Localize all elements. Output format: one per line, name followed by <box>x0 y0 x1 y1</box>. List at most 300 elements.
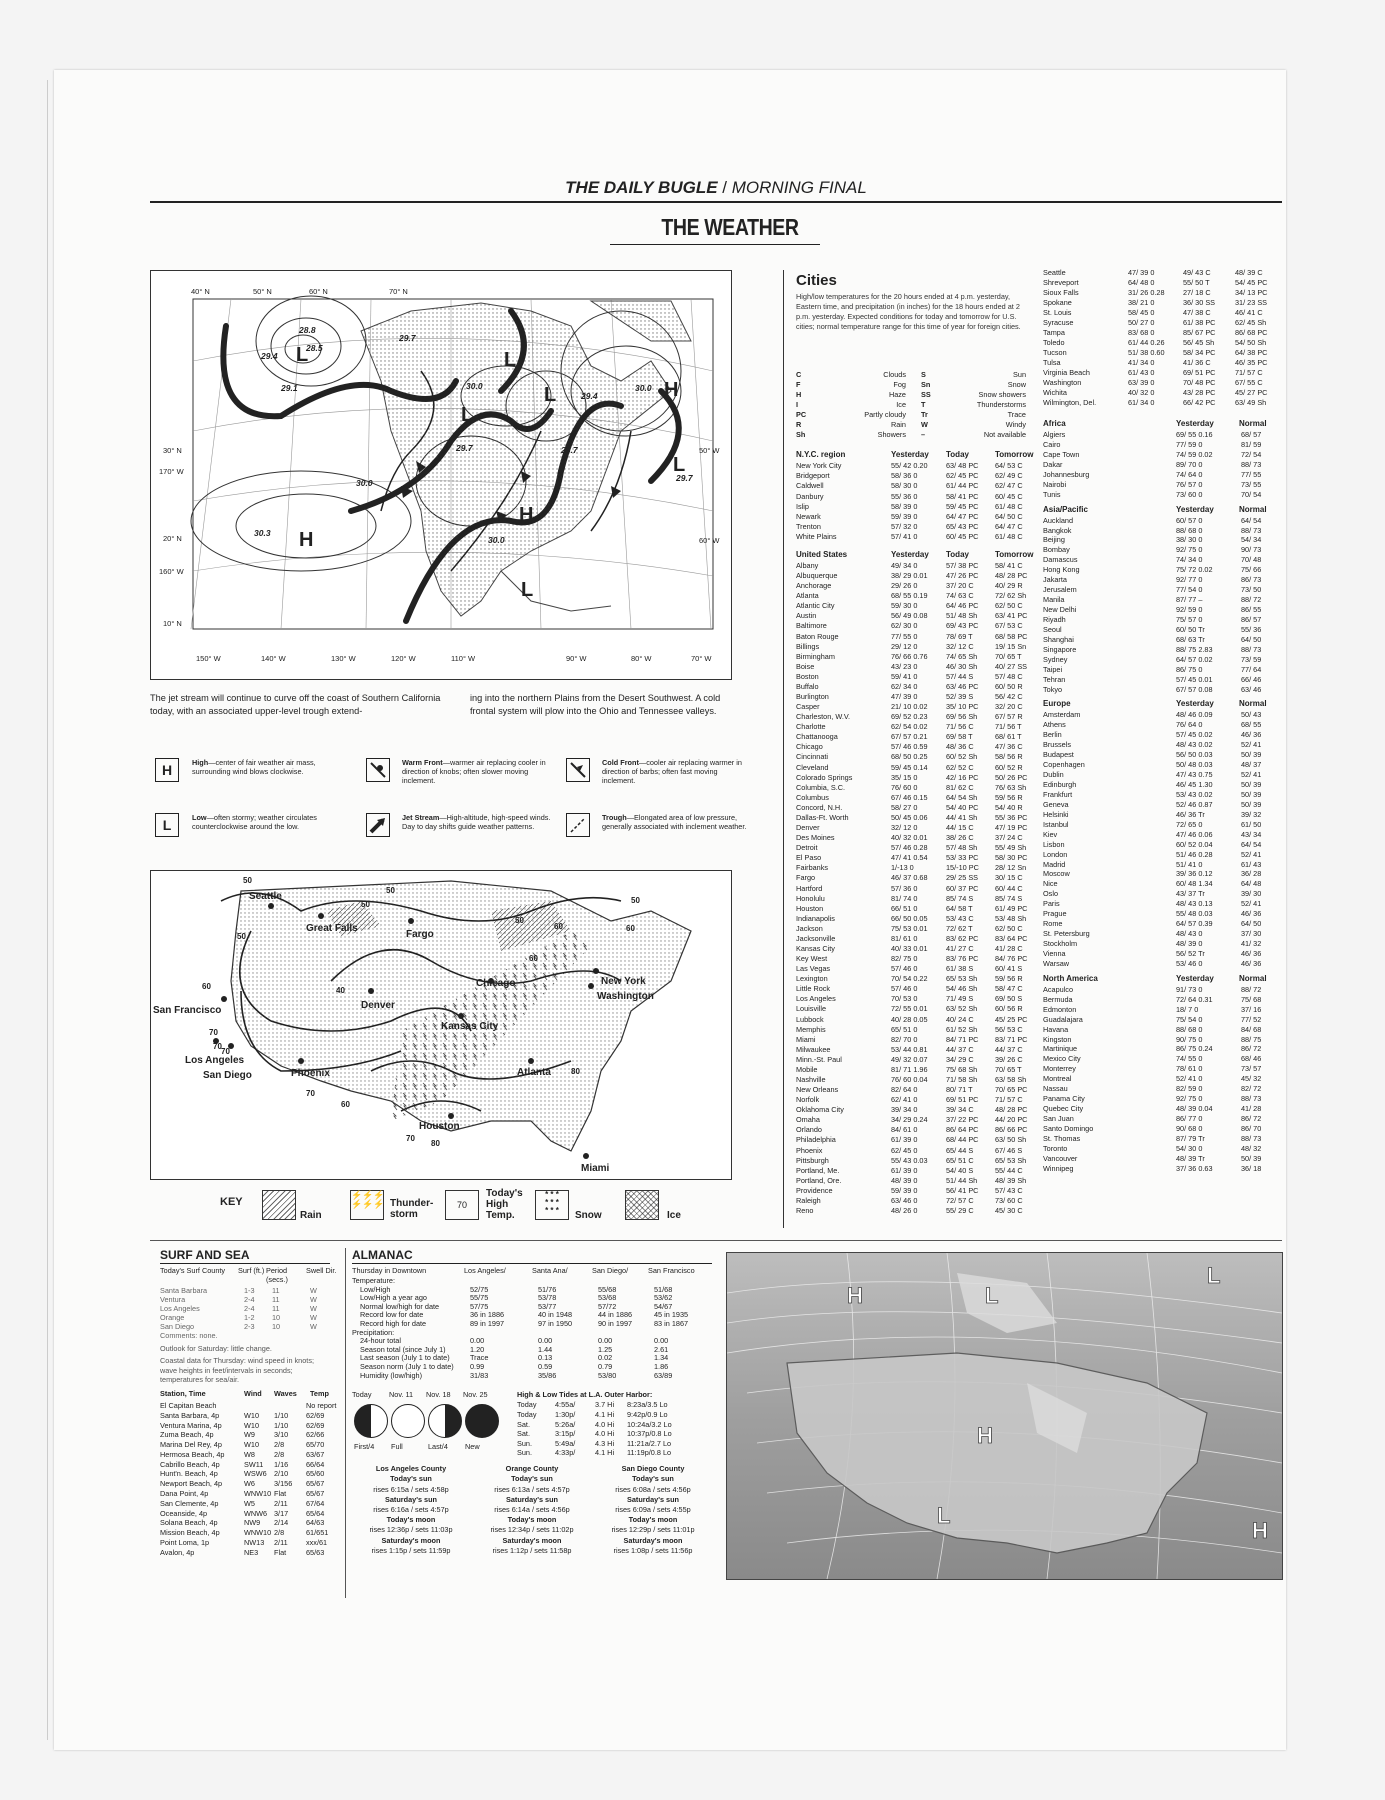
table-header <box>796 450 1034 461</box>
table-cell: Today <box>517 1409 537 1419</box>
table-cell: 78/ 69 T <box>946 631 973 641</box>
table-cell: 73/ 60 0 <box>1176 489 1203 499</box>
table-row <box>1043 398 1275 408</box>
table-cell: 67/ 53 C <box>995 621 1023 631</box>
table-cell: 59/ 39 0 <box>891 511 918 521</box>
table-cell: 61/ 43 <box>1241 859 1262 869</box>
nyc-region-table <box>796 450 1034 543</box>
table-cell: Nairobi <box>1043 479 1067 489</box>
code-row <box>796 380 906 390</box>
table-cell: 74/ 55 0 <box>1176 1054 1203 1064</box>
table-cell: 51/ 44 Sh <box>946 1175 978 1185</box>
table-row <box>1043 1124 1275 1134</box>
table-header <box>1043 504 1275 516</box>
table-row <box>796 944 1028 954</box>
column-header: Surf (ft.) <box>238 1266 265 1275</box>
table-cell: 67/ 57 0.21 <box>891 732 928 742</box>
station-row <box>160 1400 337 1411</box>
table-cell: W6 <box>244 1479 255 1489</box>
table-row <box>796 672 1028 682</box>
table-cell: 62/ 34 0 <box>891 681 918 691</box>
svg-text:28.5: 28.5 <box>306 343 323 353</box>
table-cell: 77/ 54 0 <box>1176 585 1203 595</box>
code-row <box>921 380 1026 390</box>
table-row <box>1043 585 1275 595</box>
table-cell: 46/ 36 <box>1241 958 1262 968</box>
table-cell: 75/ 53 0.01 <box>891 923 928 933</box>
table-cell: 55/68 <box>598 1284 617 1294</box>
column-header: Europe <box>1043 699 1071 709</box>
table-cell: 47/ 38 C <box>1183 308 1211 317</box>
table-cell: Islip <box>796 501 809 511</box>
code-row <box>921 370 1026 380</box>
table-cell: 0.99 <box>470 1361 485 1371</box>
almanac-title: ALMANAC <box>352 1248 712 1264</box>
table-cell: 53/77 <box>538 1301 557 1311</box>
table-cell: Precipitation: <box>352 1327 395 1337</box>
table-cell: 58/ 39 0 <box>891 501 918 511</box>
svg-text:50: 50 <box>361 900 370 909</box>
table-cell: 36 in 1886 <box>470 1310 505 1320</box>
table-cell: 50/ 45 0.06 <box>891 812 928 822</box>
table-row <box>1043 730 1275 740</box>
svg-text:120° W: 120° W <box>391 654 416 663</box>
column-header: Today's Surf County <box>160 1266 226 1275</box>
table-cell: Montreal <box>1043 1074 1072 1084</box>
table-cell: 53/80 <box>598 1370 617 1380</box>
table-cell: 39/ 32 <box>1241 809 1262 819</box>
table-cell: 55/ 36 0 <box>891 491 918 501</box>
table-cell: Washington <box>1043 378 1082 387</box>
table-cell: Providence <box>796 1185 833 1195</box>
table-cell: 88/ 73 <box>1241 525 1262 535</box>
svg-text:70° N: 70° N <box>389 287 408 296</box>
table-cell: 47/ 19 PC <box>995 823 1028 833</box>
almanac-header <box>352 1266 712 1277</box>
table-row <box>796 1095 1028 1105</box>
svg-text:Great Falls: Great Falls <box>306 923 358 934</box>
table-cell: W10 <box>244 1420 260 1430</box>
table-cell: Norfolk <box>796 1095 820 1105</box>
table-cell: Wilmington, Del. <box>1043 398 1097 407</box>
table-cell: 81/ 74 0 <box>891 893 918 903</box>
table-cell: 49/ 32 0.07 <box>891 1054 928 1064</box>
column-header: Thursday in Downtown <box>352 1266 427 1275</box>
column-header: San Diego/ <box>592 1266 629 1275</box>
surf-row <box>160 1313 330 1322</box>
us-cities-table <box>796 550 1034 1216</box>
table-cell: 50/ 27 0 <box>1128 318 1155 327</box>
column-header: Los Angeles/ <box>464 1266 506 1275</box>
svg-text:70: 70 <box>221 1047 230 1056</box>
moon-date: Nov. 18 <box>426 1390 451 1400</box>
table-cell: Virginia Beach <box>1043 368 1090 377</box>
table-cell: 63/ 46 <box>1241 684 1262 694</box>
table-row <box>1043 625 1275 635</box>
table-cell: Memphis <box>796 1024 826 1034</box>
svg-text:29.4: 29.4 <box>261 351 278 361</box>
table-cell: 1/-13 0 <box>891 863 914 873</box>
table-row <box>796 813 1028 823</box>
table-row <box>1043 565 1275 575</box>
table-row <box>1043 1015 1275 1025</box>
table-cell: xxx/61 <box>306 1538 328 1548</box>
table-cell: 40/ 32 0.01 <box>891 833 928 843</box>
table-row <box>796 461 1028 471</box>
table-cell: W10 <box>244 1410 260 1420</box>
table-cell: 37/ 36 0.63 <box>1176 1163 1213 1173</box>
table-cell: 84/ 68 <box>1241 1024 1262 1034</box>
table-cell: Stockholm <box>1043 939 1078 948</box>
table-row <box>1043 830 1275 840</box>
table-cell: 50/ 39 <box>1241 750 1262 760</box>
moon-label: New <box>465 1442 480 1452</box>
table-cell: Kansas City <box>796 943 835 953</box>
svg-text:40: 40 <box>336 986 345 995</box>
table-cell: Burlington <box>796 692 829 702</box>
table-cell: 81/ 62 C <box>946 782 974 792</box>
table-cell: 44/ 37 C <box>995 1044 1023 1054</box>
table-cell: 34/ 29 C <box>946 1054 974 1064</box>
table-cell: Brussels <box>1043 740 1071 750</box>
table-row <box>796 581 1028 591</box>
table-cell: Seoul <box>1043 624 1062 634</box>
table-cell: 27/ 18 C <box>1183 288 1211 297</box>
code-row <box>796 400 906 410</box>
table-cell: Cape Town <box>1043 449 1080 459</box>
table-cell: 75/ 54 0 <box>1176 1014 1203 1024</box>
table-cell: 61/ 44 PC <box>946 481 979 491</box>
table-row <box>796 873 1028 883</box>
table-row <box>1043 710 1275 720</box>
table-cell: 68/ 57 <box>1241 430 1262 439</box>
table-cell: 11:21a/2.7 Lo <box>627 1438 672 1448</box>
table-cell: 76/ 64 0 <box>1176 720 1203 730</box>
table-cell: Fargo <box>796 873 816 883</box>
svg-text:Fargo: Fargo <box>406 929 434 940</box>
table-cell: Phoenix <box>796 1145 823 1155</box>
table-cell: 48/ 39 0 <box>1176 939 1203 948</box>
table-cell: 88/ 75 2.83 <box>1176 644 1213 654</box>
table-cell: 4:33p/ <box>555 1448 576 1458</box>
table-cell: 52/ 41 <box>1241 740 1262 750</box>
svg-text:60° W: 60° W <box>699 536 720 545</box>
sun-moon-time: rises 12:36p / sets 11:03p <box>369 1525 453 1535</box>
table-row <box>796 914 1028 924</box>
table-cell: 1:30p/ <box>555 1409 576 1419</box>
table-row <box>1043 939 1275 949</box>
svg-text:30.0: 30.0 <box>356 478 373 488</box>
sun-moon-label: Saturday's moon <box>381 1535 441 1545</box>
table-cell: 55/ 48 0.03 <box>1176 909 1213 919</box>
table-cell: Taipei <box>1043 664 1063 674</box>
table-cell: 86/ 73 <box>1241 575 1262 585</box>
table-cell: 64/ 50 <box>1241 919 1262 929</box>
table-cell: 56/ 45 Sh <box>1183 338 1215 347</box>
table-row <box>796 662 1028 672</box>
table-cell: Las Vegas <box>796 964 831 974</box>
table-cell: Tampa <box>1043 328 1065 337</box>
table-cell: Edinburgh <box>1043 780 1077 789</box>
key-high-temp: Today's High Temp. <box>486 1188 523 1221</box>
table-row <box>796 532 1028 542</box>
table-cell: 67/ 46 0.15 <box>891 792 928 802</box>
us-temperature-map <box>150 870 732 1180</box>
table-cell: 86/ 72 <box>1241 1044 1262 1054</box>
svg-text:70° W: 70° W <box>691 654 712 663</box>
table-cell: 2/10 <box>274 1469 289 1479</box>
table-cell: 4:55a/ <box>555 1400 576 1410</box>
table-cell: 40/ 28 0.05 <box>891 1014 928 1024</box>
table-cell: Guadalajara <box>1043 1014 1083 1024</box>
table-row <box>796 632 1028 642</box>
table-row <box>1043 545 1275 555</box>
table-cell: 73/ 59 <box>1241 654 1262 664</box>
column-header: Yesterday <box>1176 419 1214 428</box>
column-header: Yesterday <box>1176 699 1214 709</box>
table-cell: 82/ 72 <box>1241 1084 1262 1094</box>
station-row <box>160 1548 330 1558</box>
lat-label: 40° N <box>191 287 210 296</box>
table-cell: Kingston <box>1043 1034 1072 1044</box>
column-header: North America <box>1043 973 1098 983</box>
table-cell: 52/ 41 0 <box>1176 1074 1203 1084</box>
table-cell: 67/ 57 R <box>995 712 1023 722</box>
table-cell: 70/ 65 T <box>995 651 1022 661</box>
table-cell: Charleston, W.V. <box>796 712 851 722</box>
table-row <box>1043 278 1275 288</box>
table-row <box>1043 820 1275 830</box>
table-cell: 4.3 Hi <box>595 1438 615 1448</box>
table-cell: 47/ 41 0.54 <box>891 853 928 863</box>
table-cell: Moscow <box>1043 869 1070 879</box>
code-row <box>796 420 906 430</box>
table-row <box>1043 800 1275 810</box>
table-cell: 1.44 <box>538 1344 553 1354</box>
table-cell: 75/ 66 <box>1241 565 1262 575</box>
table-row <box>1043 605 1275 615</box>
table-cell: 69/ 51 PC <box>1183 368 1216 377</box>
code-abbr: PC <box>796 410 807 419</box>
table-cell: 47/ 36 C <box>995 742 1023 752</box>
table-cell: 63/ 52 Sh <box>946 1004 978 1014</box>
table-row <box>796 682 1028 692</box>
table-cell: 87/ 79 Tr <box>1176 1133 1205 1143</box>
table-cell: 48/ 39 0.04 <box>1176 1104 1213 1114</box>
table-row <box>796 1065 1028 1075</box>
table-cell: 60/ 56 R <box>995 1004 1023 1014</box>
table-row <box>1043 1164 1275 1174</box>
table-cell: 32/ 12 0 <box>891 823 918 833</box>
table-cell: 60/ 52 Sh <box>946 752 978 762</box>
table-cell: 65/63 <box>306 1547 325 1557</box>
table-row <box>1043 949 1275 959</box>
table-cell: 54/ 30 0 <box>1176 1143 1203 1153</box>
table-cell: 64/ 57 0.39 <box>1176 919 1213 929</box>
table-cell: 57/72 <box>598 1301 617 1311</box>
svg-text:50: 50 <box>243 876 252 885</box>
code-meaning: Thunderstorms <box>976 400 1026 409</box>
sun-moon-label: Today's sun <box>632 1474 674 1484</box>
table-row <box>796 752 1028 762</box>
sat-label-h1: H <box>847 1283 863 1308</box>
table-cell: 19/ 15 Sn <box>995 641 1027 651</box>
moon-phase-icon <box>391 1404 425 1438</box>
table-row <box>796 712 1028 722</box>
table-row <box>1043 869 1275 879</box>
table-cell: 63/ 41 PC <box>995 611 1028 621</box>
tide-row <box>517 1410 707 1420</box>
table-cell: 50/ 43 <box>1241 710 1262 720</box>
table-cell: 0.00 <box>470 1336 485 1346</box>
svg-text:50: 50 <box>631 896 640 905</box>
table-row <box>796 783 1028 793</box>
table-cell: 53/ 44 0.81 <box>891 1044 928 1054</box>
table-cell: W5 <box>244 1498 255 1508</box>
table-cell: 57/ 38 PC <box>946 561 979 570</box>
table-cell: 69/ 56 Sh <box>946 712 978 722</box>
table-cell: 5:26a/ <box>555 1419 576 1429</box>
cities-title: Cities <box>796 272 837 289</box>
table-cell: Singapore <box>1043 644 1077 654</box>
table-cell: 11 <box>272 1286 280 1295</box>
table-cell: Johannesburg <box>1043 469 1090 479</box>
table-cell: 69/ 52 0.23 <box>891 712 928 722</box>
table-row <box>796 652 1028 662</box>
table-cell: 86/ 77 0 <box>1176 1114 1203 1123</box>
table-cell: 2/8 <box>274 1440 285 1450</box>
table-cell: 72/ 65 0 <box>1176 819 1203 829</box>
table-row <box>796 1035 1028 1045</box>
table-cell: 65/64 <box>306 1508 325 1518</box>
table-cell: 44/ 37 C <box>946 1044 974 1054</box>
table-cell: 0.59 <box>538 1361 553 1371</box>
table-row <box>796 884 1028 894</box>
table-cell: 88/ 75 <box>1241 1034 1262 1044</box>
table-cell: Edmonton <box>1043 1004 1077 1014</box>
svg-text:H: H <box>299 529 314 551</box>
table-cell: Milwaukee <box>796 1044 831 1054</box>
table-cell: Boston <box>796 671 819 681</box>
table-cell: 50/ 39 <box>1241 780 1262 789</box>
table-cell: Nassau <box>1043 1084 1068 1094</box>
table-row <box>1043 889 1275 899</box>
table-cell: 48/ 37 <box>1241 760 1262 770</box>
table-cell: 36/ 28 <box>1241 869 1262 879</box>
table-cell: 10:24a/3.2 Lo <box>627 1419 672 1429</box>
table-cell: 70/ 48 <box>1241 555 1262 565</box>
table-cell: Prague <box>1043 909 1067 919</box>
table-cell: Atlantic City <box>796 601 835 611</box>
table-cell: 69/ 43 PC <box>946 621 979 631</box>
table-cell: 41/ 36 C <box>1183 358 1211 367</box>
table-cell: 60/ 45 C <box>995 491 1023 501</box>
code-abbr: – <box>921 430 926 439</box>
svg-text:20° N: 20° N <box>163 534 182 543</box>
table-cell: 64/ 50 <box>1241 634 1262 644</box>
table-cell: Lexington <box>796 974 828 984</box>
table-cell: 10 <box>272 1313 281 1322</box>
table-row <box>796 481 1028 491</box>
table-cell: 48/ 36 C <box>946 742 974 752</box>
svg-text:Miami: Miami <box>581 1163 610 1174</box>
code-meaning: Snow showers <box>978 390 1026 399</box>
table-cell: 64/ 50 C <box>995 511 1023 521</box>
table-cell: 45/ 32 <box>1241 1074 1262 1084</box>
table-cell: 82/ 70 0 <box>891 1034 918 1044</box>
table-cell: Normal low/high for date <box>360 1301 440 1311</box>
table-row <box>1043 1025 1275 1035</box>
svg-text:Denver: Denver <box>361 1000 395 1011</box>
table-cell: NW9 <box>244 1518 261 1528</box>
table-cell: 21/ 10 0.02 <box>891 702 928 712</box>
table-cell: Mission Beach, 4p <box>160 1528 220 1538</box>
code-abbr: Sn <box>921 380 931 389</box>
code-abbr: C <box>796 370 802 379</box>
table-cell: Miami <box>796 1034 816 1044</box>
table-cell: 90/ 73 <box>1241 545 1262 555</box>
surf-row <box>160 1304 330 1313</box>
county-name: San Diego County <box>621 1464 685 1474</box>
table-cell: 75/ 72 0.02 <box>1176 565 1213 575</box>
svg-text:80: 80 <box>571 1067 580 1076</box>
station-row <box>160 1450 330 1460</box>
table-cell: W <box>310 1286 317 1295</box>
table-cell: 54/ 34 <box>1241 535 1262 545</box>
table-cell: St. Louis <box>1043 308 1072 317</box>
table-cell: 55/ 29 C <box>946 1206 974 1215</box>
svg-text:29.1: 29.1 <box>281 383 298 393</box>
table-row <box>796 611 1028 621</box>
table-cell: Orange <box>160 1313 185 1322</box>
section-title-rule <box>610 244 820 245</box>
table-cell: 84/ 76 PC <box>995 954 1028 964</box>
table-cell: 48/ 26 0 <box>891 1206 918 1215</box>
table-cell: Trenton <box>796 522 821 532</box>
table-cell: Newark <box>796 511 821 521</box>
table-cell: 45/ 30 C <box>995 1206 1023 1215</box>
code-meaning: Showers <box>877 430 906 439</box>
table-cell: New Delhi <box>1043 605 1077 614</box>
table-cell: 62/ 45 PC <box>946 471 979 481</box>
edition-name: MORNING FINAL <box>731 178 867 197</box>
table-row <box>796 843 1028 853</box>
column-header: Period (secs.) <box>266 1266 288 1284</box>
code-row <box>921 390 1026 400</box>
table-cell: 57/ 43 C <box>995 1185 1023 1195</box>
table-cell: 55/ 36 PC <box>995 812 1028 822</box>
table-cell: Vienna <box>1043 948 1066 958</box>
tides-title: High & Low Tides at L.A. Outer Harbor: <box>517 1390 653 1400</box>
almanac-row <box>352 1320 712 1329</box>
svg-text:60: 60 <box>554 922 563 931</box>
table-cell: 72/ 55 0.01 <box>891 1004 928 1014</box>
table-cell: 51/ 46 0.28 <box>1176 849 1213 859</box>
table-cell: 88/ 72 <box>1241 984 1262 994</box>
table-cell: 1.86 <box>654 1361 669 1371</box>
column-header: Normal <box>1239 699 1267 709</box>
surf-header <box>160 1264 337 1286</box>
table-row <box>796 934 1028 944</box>
sun-moon-time: rises 6:14a / sets 4:56p <box>494 1504 570 1514</box>
table-cell: 64/ 46 PC <box>946 601 979 611</box>
low-icon: L <box>155 813 179 837</box>
table-cell: 76/ 60 0.04 <box>891 1074 928 1084</box>
svg-text:70: 70 <box>213 1042 222 1051</box>
table-cell: 55/ 50 T <box>1183 278 1210 287</box>
table-cell: WNW6 <box>244 1508 268 1518</box>
table-row <box>1043 318 1275 328</box>
